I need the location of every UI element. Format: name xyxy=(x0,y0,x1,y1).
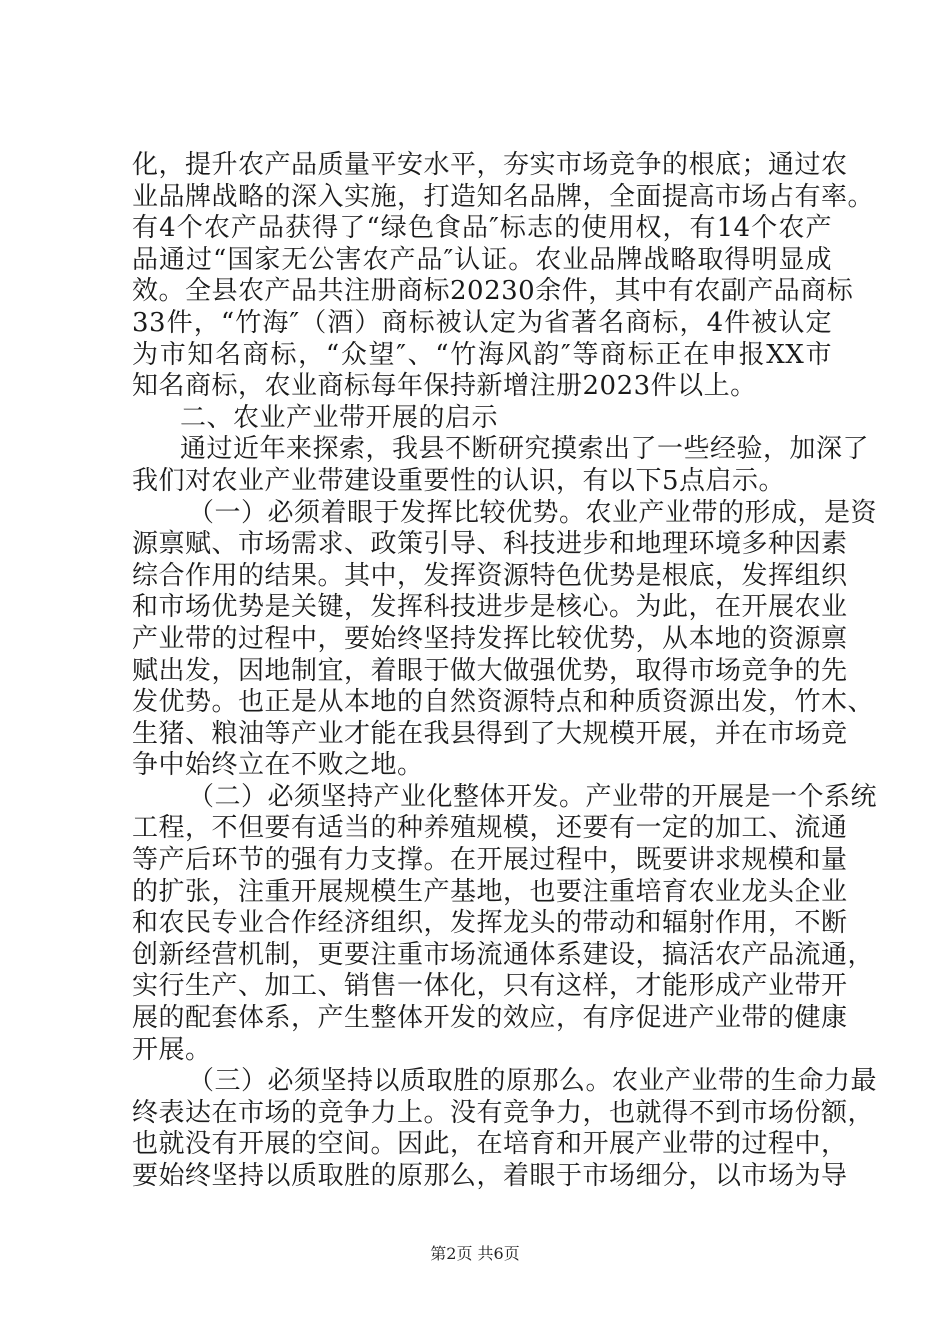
text-line: 源禀赋、市场需求、政策引导、科技进步和地理环境多种因素 xyxy=(132,529,848,560)
text-line: 要始终坚持以质取胜的原那么，着眼于市场细分，以市场为导 xyxy=(132,1161,848,1191)
text-line: 争中始终立在不败之地。 xyxy=(132,750,424,781)
document-body xyxy=(132,150,878,1193)
text-line: 二、农业产业带开展的启示 xyxy=(180,402,499,433)
text-line: 通过近年来探索，我县不断研究摸索出了一些经验，加深了 xyxy=(180,434,870,465)
text-line: 发优势。也正是从本地的自然资源特点和种质资源出发，竹木、 xyxy=(132,687,875,718)
text-line: 实行生产、加工、销售一体化，只有这样，才能形成产业带开 xyxy=(132,971,848,1002)
text-line: （一）必须着眼于发挥比较优势。农业产业带的形成，是资 xyxy=(188,497,878,528)
text-line: 生猪、粮油等产业才能在我县得到了大规模开展，并在市场竞 xyxy=(132,718,848,749)
page-footer: 第2页 共6页 xyxy=(430,1244,520,1263)
text-line: 开展。 xyxy=(132,1034,212,1065)
text-line: 知名商标，农业商标每年保持新增注册2023件以上。 xyxy=(132,371,757,402)
text-line: 赋出发，因地制宜，着眼于做大做强优势，取得市场竞争的先 xyxy=(132,655,848,686)
text-line: 等产后环节的强有力支撑。在开展过程中，既要讲求规模和量 xyxy=(132,845,848,876)
text-line: 和市场优势是关键，发挥科技进步是核心。为此，在开展农业 xyxy=(132,592,848,623)
text-line: 有4个农产品获得了“绿色食品″标志的使用权，有14个农产 xyxy=(132,213,832,244)
text-line: （三）必须坚持以质取胜的原那么。农业产业带的生命力最 xyxy=(188,1066,878,1097)
text-line: 综合作用的结果。其中，发挥资源特色优势是根底，发挥组织 xyxy=(132,560,848,591)
text-line: 创新经营机制，更要注重市场流通体系建设，搞活农产品流通， xyxy=(132,939,875,970)
text-line: 终表达在市场的竞争力上。没有竞争力，也就得不到市场份额， xyxy=(132,1097,875,1128)
text-line: 也就没有开展的空间。因此，在培育和开展产业带的过程中， xyxy=(132,1129,848,1160)
text-line: 展的配套体系，产生整体开发的效应，有序促进产业带的健康 xyxy=(132,1003,848,1034)
text-line: 化，提升农产品质量平安水平，夯实市场竞争的根底；通过农 xyxy=(132,150,848,180)
text-line: 33件，“竹海″（酒）商标被认定为省著名商标，4件被认定 xyxy=(132,307,832,338)
text-line: 为市知名商标，“众望″、“竹海风韵″等商标正在申报XX市 xyxy=(132,339,832,370)
text-line: 我们对农业产业带建设重要性的认识，有以下5点启示。 xyxy=(132,465,786,496)
text-line: 和农民专业合作经济组织，发挥龙头的带动和辐射作用，不断 xyxy=(132,908,848,939)
text-line: 工程，不但要有适当的种养殖规模，还要有一定的加工、流通 xyxy=(132,813,848,844)
text-line: （二）必须坚持产业化整体开发。产业带的开展是一个系统 xyxy=(188,781,878,812)
text-line: 品通过“国家无公害农产品″认证。农业品牌战略取得明显成 xyxy=(132,244,832,275)
text-line: 效。全县农产品共注册商标20230余件，其中有农副产品商标 xyxy=(132,276,854,307)
text-line: 的扩张，注重开展规模生产基地，也要注重培育农业龙头企业 xyxy=(132,876,848,907)
text-line: 产业带的过程中，要始终坚持发挥比较优势，从本地的资源禀 xyxy=(132,623,848,654)
text-line: 业品牌战略的深入实施，打造知名品牌，全面提高市场占有率。 xyxy=(132,181,875,212)
